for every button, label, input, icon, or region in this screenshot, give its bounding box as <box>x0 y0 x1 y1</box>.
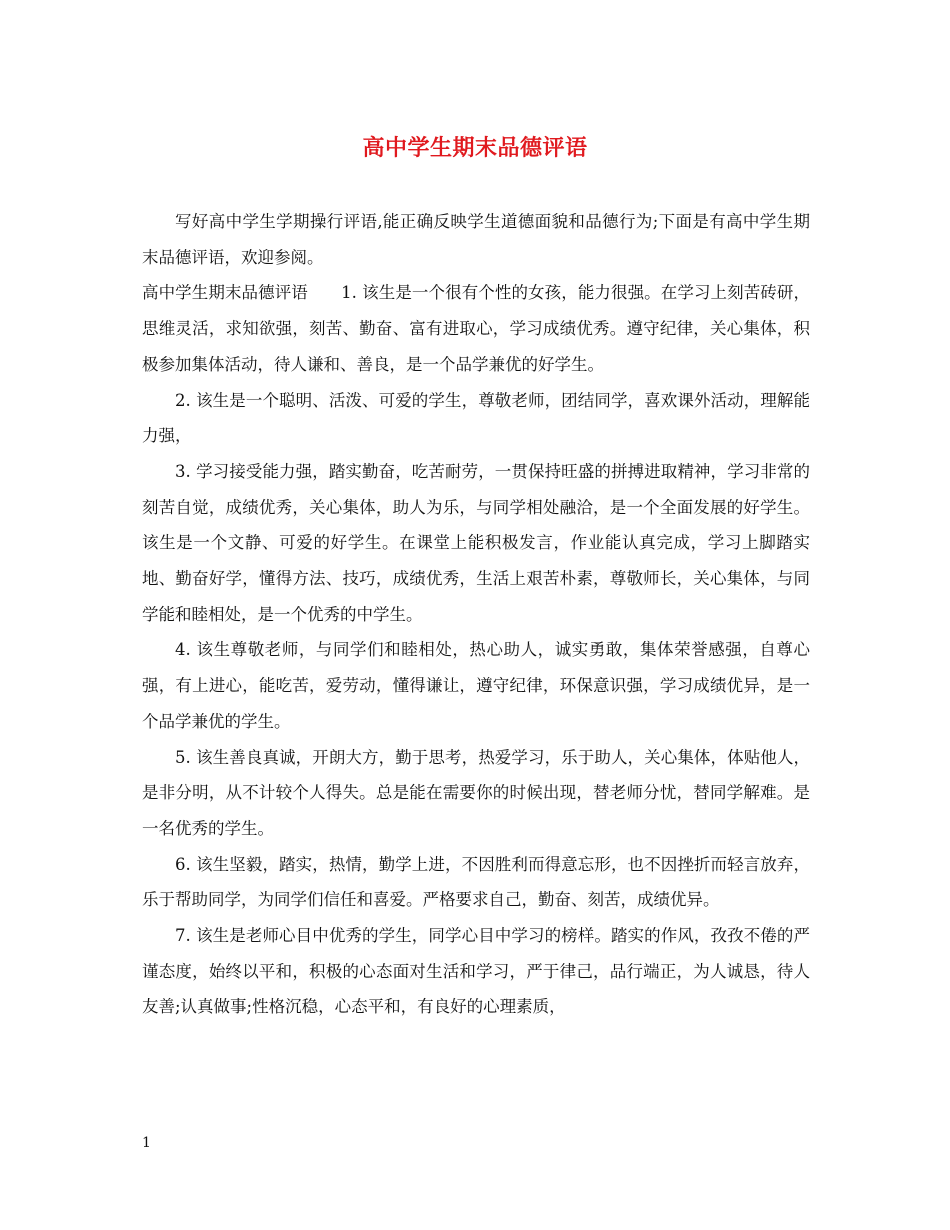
paragraph-item-2: 2. 该生是一个聪明、活泼、可爱的学生，尊敬老师，团结同学，喜欢课外活动，理解能力强， <box>142 390 810 446</box>
paragraph-item-4: 4. 该生尊敬老师，与同学们和睦相处，热心助人，诚实勇敢，集体荣誉感强，自尊心强，有上进心，能吃苦，爱劳动，懂得谦让，遵守纪律，环保意识强，学习成绩优异，是一个品学兼优的学生。 <box>142 640 810 731</box>
paragraph-item-5: 5. 该生善良真诚，开朗大方，勤于思考，热爱学习，乐于助人，关心集体，体贴他人，是非分明，从不计较个人得失。总是能在需要你的时候出现，替老师分忧，替同学解难。是一名优秀的学生。 <box>142 747 810 838</box>
paragraph-item-6: 6. 该生坚毅，踏实，热情，勤学上进，不因胜利而得意忘形，也不因挫折而轻言放弃，乐于帮助同学，为同学们信任和喜爱。严格要求自己，勤奋、刻苦，成绩优异。 <box>142 854 810 910</box>
paragraph-item-1: 高中学生期末品德评语 1. 该生是一个很有个性的女孩，能力很强。在学习上刻苦砖研，思维灵活，求知欲强，刻苦、勤奋、富有进取心，学习成绩优秀。遵守纪律，关心集体，积极参加集体活动，待人谦和、善良，是一个品学兼优的好学生。 <box>142 283 810 374</box>
document-body <box>142 204 810 1025</box>
document-title: 高中学生期末品德评语 <box>362 135 588 161</box>
paragraph-item-7: 7. 该生是老师心目中优秀的学生，同学心目中学习的榜样。踏实的作风，孜孜不倦的严谨态度，始终以平和，积极的心态面对生活和学习，严于律己，品行端正，为人诚恳，待人友善;认真做事;性格沉稳，心态平和，有良好的心理素质， <box>142 926 810 1017</box>
paragraph-intro: 写好高中学生学期操行评语,能正确反映学生道德面貌和品德行为;下面是有高中学生期末品德评语，欢迎参阅。 <box>142 212 810 267</box>
paragraph-item-3: 3. 学习接受能力强，踏实勤奋，吃苦耐劳，一贯保持旺盛的拼搏进取精神，学习非常的刻苦自觉，成绩优秀，关心集体，助人为乐，与同学相处融洽，是一个全面发展的好学生。该生是一个文静、可爱的好学生。在课堂上能积极发言，作业能认真完成，学习上脚踏实地、勤奋好学，懂得方法、技巧，成绩优秀，生活上艰苦朴素，尊敬师长，关心集体，与同学能和睦相处，是一个优秀的中学生。 <box>142 461 810 624</box>
page-number: 1 <box>142 1135 151 1151</box>
